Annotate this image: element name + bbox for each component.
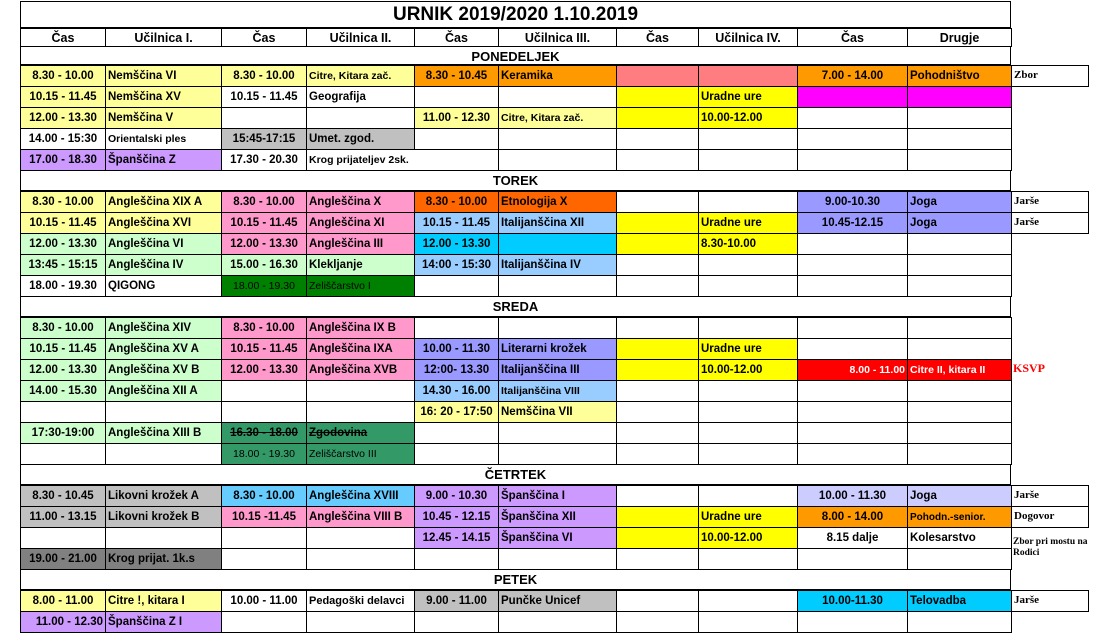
time-cell [797, 548, 908, 570]
time-cell: 10.15 - 11.45 [20, 338, 106, 360]
time-cell [20, 527, 106, 549]
course-cell [907, 443, 1012, 465]
time-cell: 8.30 - 10.00 [221, 191, 307, 213]
course-cell [907, 380, 1012, 402]
course-cell: Citre, Kitara zač. [498, 107, 617, 129]
course-cell: Zeliščarstvo I [306, 275, 415, 297]
course-cell [698, 485, 798, 507]
time-cell [797, 338, 908, 360]
external-note: Zbor [1011, 65, 1089, 87]
course-cell: Pohodništvo [907, 65, 1012, 87]
course-cell: Angleščina XV B [105, 359, 222, 381]
course-cell: Literarni krožek [498, 338, 617, 360]
time-cell: 10.15 - 11.45 [20, 86, 106, 108]
course-cell [306, 548, 415, 570]
time-cell: 8.00 - 11.00 [797, 359, 908, 381]
course-cell: Zgodovina [306, 422, 415, 444]
time-cell [414, 443, 499, 465]
time-cell [797, 107, 908, 129]
course-cell: Krog prijat. 1k.s [105, 548, 222, 570]
course-cell: Italijanščina IV [498, 254, 617, 276]
time-cell [221, 611, 307, 633]
time-cell [797, 233, 908, 255]
time-cell: 8.30 - 10.00 [221, 65, 307, 87]
header-time-2: Čas [221, 28, 307, 47]
course-cell [498, 317, 617, 339]
time-cell: 10.00-11.30 [797, 590, 908, 612]
day-torek: TOREK [20, 170, 1011, 191]
external-note: Zbor pri mostu na Rodici [1013, 537, 1088, 558]
time-cell: 12.45 - 14.15 [414, 527, 499, 549]
time-cell [221, 380, 307, 402]
time-cell [221, 107, 307, 129]
time-cell: 12.00 - 13.30 [221, 359, 307, 381]
time-cell: 10.15 -11.45 [221, 506, 307, 528]
time-cell: 12.00 - 13.30 [20, 233, 106, 255]
day-cetrtek: ČETRTEK [20, 464, 1011, 485]
time-cell: 17.00 - 18.30 [20, 149, 106, 171]
course-cell: Telovadba [907, 590, 1012, 612]
time-cell: 14.30 - 16.00 [414, 380, 499, 402]
course-cell: Uradne ure [698, 506, 798, 528]
time-cell [616, 65, 699, 87]
course-cell [698, 443, 798, 465]
time-cell: 12.00 - 13.30 [20, 359, 106, 381]
course-cell: Angleščina XVB [306, 359, 415, 381]
time-cell: 10.45 - 12.15 [414, 506, 499, 528]
course-cell: Angleščina XI [306, 212, 415, 234]
time-cell [414, 128, 499, 150]
time-cell: 10.15 - 11.45 [414, 212, 499, 234]
time-cell [616, 86, 699, 108]
course-cell: Pohodn.-senior. [907, 506, 1012, 528]
time-cell: 16: 20 - 17:50 [414, 401, 499, 423]
time-cell [221, 527, 307, 549]
course-cell [698, 611, 798, 633]
time-cell: 17:30-19:00 [20, 422, 106, 444]
course-cell [907, 149, 1012, 171]
time-cell [414, 149, 499, 171]
time-cell [616, 590, 699, 612]
course-cell: Citre, Kitara zač. [306, 65, 415, 87]
time-cell [616, 506, 699, 528]
course-cell [498, 86, 617, 108]
time-cell [616, 233, 699, 255]
course-cell [698, 317, 798, 339]
course-cell: Italijanščina III [498, 359, 617, 381]
day-ponedeljek: PONEDELJEK [20, 46, 1011, 65]
external-note: Jarše [1011, 191, 1089, 213]
course-cell: Angleščina XIX A [105, 191, 222, 213]
time-cell: 10.45-12.15 [797, 212, 908, 234]
course-cell: Citre !, kitara I [105, 590, 222, 612]
course-cell [907, 338, 1012, 360]
course-cell: Nemščina V [105, 107, 222, 129]
time-cell [414, 317, 499, 339]
time-cell: 10.00 - 11.30 [414, 338, 499, 360]
course-cell: Angleščina XII A [105, 380, 222, 402]
time-cell: 11.00 - 13.15 [20, 506, 106, 528]
course-cell [907, 548, 1012, 570]
external-note: Jarše [1011, 485, 1089, 507]
course-cell: Angleščina XVIII [306, 485, 415, 507]
course-cell [907, 422, 1012, 444]
time-cell [616, 443, 699, 465]
course-cell [698, 380, 798, 402]
course-cell: 10.00-12.00 [698, 527, 798, 549]
time-cell [616, 107, 699, 129]
course-cell: Keramika [498, 65, 617, 87]
time-cell: 11.00 - 12.30 [414, 107, 499, 129]
time-cell: 8.00 - 14.00 [797, 506, 908, 528]
time-cell: 19.00 - 21.00 [20, 548, 106, 570]
course-cell: Klekljanje [306, 254, 415, 276]
header-room-7: Učilnica IV. [698, 28, 798, 47]
course-cell: Italijanščina XII [498, 212, 617, 234]
time-cell [797, 380, 908, 402]
course-cell: Angleščina VI [105, 233, 222, 255]
time-cell [797, 275, 908, 297]
time-cell: 8.30 - 10.45 [414, 65, 499, 87]
time-cell: 14.00 - 15.30 [20, 380, 106, 402]
course-cell: Uradne ure [698, 86, 798, 108]
time-cell [20, 401, 106, 423]
header-room-1: Učilnica I. [105, 28, 222, 47]
time-cell: 8.30 - 10.00 [414, 191, 499, 213]
course-cell: Orientalski ples [105, 128, 222, 150]
time-cell [616, 128, 699, 150]
course-cell [907, 233, 1012, 255]
time-cell: 12:00- 13.30 [414, 359, 499, 381]
course-cell [907, 275, 1012, 297]
course-cell: Geografija [306, 86, 415, 108]
time-cell [20, 443, 106, 465]
time-cell [797, 128, 908, 150]
time-cell [616, 254, 699, 276]
header-room-3: Učilnica II. [306, 28, 415, 47]
course-cell [105, 443, 222, 465]
time-cell: 8.30 - 10.00 [221, 317, 307, 339]
course-cell: Joga [907, 485, 1012, 507]
course-cell [698, 422, 798, 444]
time-cell: 12.00 - 13.30 [20, 107, 106, 129]
time-cell [414, 422, 499, 444]
course-cell: Nemščina VI [105, 65, 222, 87]
time-cell [797, 254, 908, 276]
course-cell [907, 611, 1012, 633]
day-petek: PETEK [20, 569, 1011, 590]
time-cell: 10.00 - 11.30 [797, 485, 908, 507]
course-cell [907, 254, 1012, 276]
course-cell: Španščina XII [498, 506, 617, 528]
course-cell [306, 527, 415, 549]
external-note: Dogovor [1011, 506, 1089, 528]
time-cell: 7.00 - 14.00 [797, 65, 908, 87]
time-cell: 8.30 - 10.00 [20, 191, 106, 213]
time-cell [414, 611, 499, 633]
course-cell [498, 128, 617, 150]
time-cell [616, 191, 699, 213]
course-cell: Španščina VI [498, 527, 617, 549]
course-cell: Angleščina IX B [306, 317, 415, 339]
course-cell [698, 401, 798, 423]
course-cell: Punčke Unicef [498, 590, 617, 612]
time-cell: 8.30 - 10.00 [20, 65, 106, 87]
time-cell [797, 401, 908, 423]
course-cell: Angleščina VIII B [306, 506, 415, 528]
course-cell: Kolesarstvo [907, 527, 1012, 549]
time-cell [221, 401, 307, 423]
time-cell: 11.00 - 12.30 [20, 611, 106, 633]
time-cell [797, 422, 908, 444]
day-sreda: SREDA [20, 296, 1011, 317]
course-cell [907, 128, 1012, 150]
course-cell: Angleščina XVI [105, 212, 222, 234]
course-cell: Uradne ure [698, 338, 798, 360]
course-cell: Španščina I [498, 485, 617, 507]
time-cell: 9.00-10.30 [797, 191, 908, 213]
course-cell: Angleščina IXA [306, 338, 415, 360]
time-cell: 18.00 - 19.30 [221, 275, 307, 297]
time-cell [797, 443, 908, 465]
external-note: KSVP [1013, 361, 1046, 375]
time-cell: 18.00 - 19.30 [20, 275, 106, 297]
time-cell: 16.30 - 18.00 [221, 422, 307, 444]
external-note: Jarše [1011, 590, 1089, 612]
course-cell [698, 275, 798, 297]
course-cell: Uradne ure [698, 212, 798, 234]
course-cell [498, 443, 617, 465]
course-cell [498, 611, 617, 633]
time-cell [616, 149, 699, 171]
time-cell: 8.30 - 10.00 [221, 485, 307, 507]
external-note: Jarše [1011, 212, 1089, 234]
course-cell [698, 128, 798, 150]
time-cell: 10.15 - 11.45 [221, 212, 307, 234]
course-cell: Angleščina XV A [105, 338, 222, 360]
time-cell [616, 527, 699, 549]
course-cell: QIGONG [105, 275, 222, 297]
course-cell [698, 191, 798, 213]
course-cell: Nemščina XV [105, 86, 222, 108]
course-cell [907, 107, 1012, 129]
course-cell [698, 149, 798, 171]
course-cell: Umet. zgod. [306, 128, 415, 150]
course-cell: 10.00-12.00 [698, 107, 798, 129]
time-cell [616, 548, 699, 570]
course-cell [498, 275, 617, 297]
course-cell: Etnologija X [498, 191, 617, 213]
course-cell: Angleščina XIII B [105, 422, 222, 444]
time-cell [616, 317, 699, 339]
course-cell: Angleščina IV [105, 254, 222, 276]
header-time-6: Čas [616, 28, 699, 47]
time-cell [616, 380, 699, 402]
time-cell [797, 86, 908, 108]
time-cell: 8.15 dalje [797, 527, 908, 549]
time-cell [616, 275, 699, 297]
time-cell: 18.00 - 19.30 [221, 443, 307, 465]
time-cell: 13:45 - 15:15 [20, 254, 106, 276]
course-cell [498, 149, 617, 171]
time-cell: 9.00 - 10.30 [414, 485, 499, 507]
time-cell [221, 548, 307, 570]
course-cell: Angleščina XIV [105, 317, 222, 339]
course-cell: 10.00-12.00 [698, 359, 798, 381]
header-time-0: Čas [20, 28, 106, 47]
course-cell [105, 401, 222, 423]
course-cell: Španščina Z [105, 149, 222, 171]
course-cell: Likovni krožek B [105, 506, 222, 528]
time-cell: 10.15 - 11.45 [20, 212, 106, 234]
course-cell: Likovni krožek A [105, 485, 222, 507]
time-cell: 17.30 - 20.30 [221, 149, 307, 171]
time-cell [797, 317, 908, 339]
course-cell: 8.30-10.00 [698, 233, 798, 255]
time-cell [616, 485, 699, 507]
course-cell: Krog prijateljev 2sk. [306, 149, 415, 171]
time-cell [616, 611, 699, 633]
course-cell: Joga [907, 191, 1012, 213]
course-cell: Angleščina III [306, 233, 415, 255]
time-cell: 14:00 - 15:30 [414, 254, 499, 276]
time-cell [616, 422, 699, 444]
time-cell [414, 86, 499, 108]
header-time-8: Čas [797, 28, 908, 47]
time-cell: 9.00 - 11.00 [414, 590, 499, 612]
header-room-9: Drugje [907, 28, 1012, 47]
time-cell [616, 338, 699, 360]
time-cell: 10.15 - 11.45 [221, 86, 307, 108]
course-cell [698, 548, 798, 570]
course-cell [698, 65, 798, 87]
time-cell: 12.00 - 13.30 [221, 233, 307, 255]
course-cell [306, 401, 415, 423]
course-cell: Nemščina VII [498, 401, 617, 423]
course-cell: Italijanščina VIII [498, 380, 617, 402]
course-cell [698, 254, 798, 276]
course-cell [907, 401, 1012, 423]
course-cell [698, 590, 798, 612]
course-cell [907, 86, 1012, 108]
time-cell [414, 275, 499, 297]
time-cell: 8.30 - 10.00 [20, 317, 106, 339]
course-cell [306, 611, 415, 633]
course-cell [498, 422, 617, 444]
time-cell [414, 548, 499, 570]
course-cell: Joga [907, 212, 1012, 234]
time-cell: 10.00 - 11.00 [221, 590, 307, 612]
time-cell: 12.00 - 13.30 [414, 233, 499, 255]
time-cell: 8.00 - 11.00 [20, 590, 106, 612]
time-cell: 15.00 - 16.30 [221, 254, 307, 276]
course-cell: Angleščina X [306, 191, 415, 213]
time-cell: 8.30 - 10.45 [20, 485, 106, 507]
course-cell [306, 380, 415, 402]
time-cell [616, 401, 699, 423]
course-cell [498, 233, 617, 255]
course-cell: Citre II, kitara II [907, 359, 1012, 381]
time-cell: 14.00 - 15:30 [20, 128, 106, 150]
course-cell [907, 317, 1012, 339]
schedule-title: URNIK 2019/2020 1.10.2019 [20, 1, 1011, 28]
time-cell [616, 359, 699, 381]
time-cell [797, 611, 908, 633]
course-cell: Zeliščarstvo III [306, 443, 415, 465]
course-cell [306, 107, 415, 129]
time-cell: 15:45-17:15 [221, 128, 307, 150]
header-room-5: Učilnica III. [498, 28, 617, 47]
course-cell [498, 548, 617, 570]
time-cell: 10.15 - 11.45 [221, 338, 307, 360]
course-cell: Španščina Z I [105, 611, 222, 633]
course-cell: Pedagoški delavci [306, 590, 415, 612]
header-time-4: Čas [414, 28, 499, 47]
time-cell [797, 149, 908, 171]
time-cell [616, 212, 699, 234]
course-cell [105, 527, 222, 549]
